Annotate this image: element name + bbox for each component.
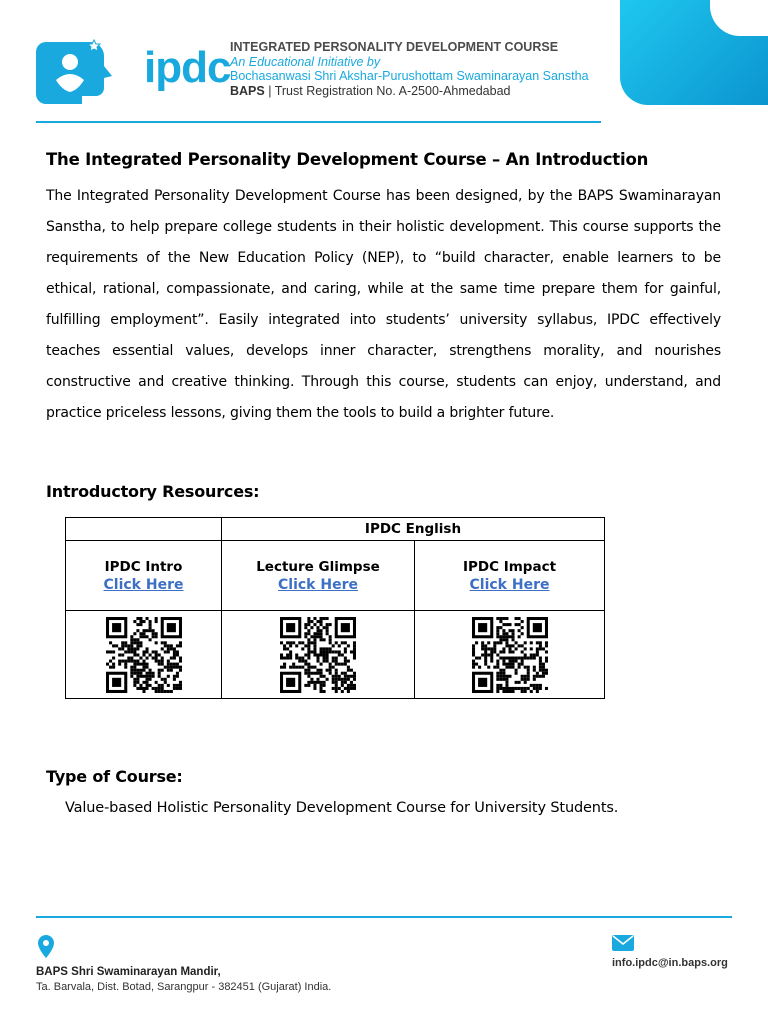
footer-divider bbox=[36, 916, 732, 918]
organization-name: Bochasanwasi Shri Akshar-Purushottam Swaminarayan Sanstha bbox=[230, 69, 589, 83]
course-type-heading: Type of Course: bbox=[46, 767, 183, 786]
resources-table bbox=[65, 517, 605, 699]
location-pin-icon bbox=[37, 935, 55, 959]
registration-line bbox=[230, 84, 589, 99]
resource-cell-impact bbox=[415, 541, 605, 611]
ipdc-logo bbox=[36, 36, 231, 106]
intro-paragraph: The Integrated Personality Development Course has been designed, by the BAPS Swaminarayan Sanstha, to help prepare college students in their holistic development. This course supports the requirements of the New Education Policy (NEP), to “build character, enable learners to be ethical, rational, compassionate, and caring, while at the same time prepare them for gainful, fulfilling employment”. Easily integrated into students’ university syllabus, IPDC effectively teaches essential values, develops inner character, strengthens morality, and nourishes constructive and creative thinking. Through this course, students can enjoy, understand, and practice priceless lessons, giving them the tools to build a brighter future. bbox=[46, 188, 721, 421]
resource-cell-glimpse bbox=[222, 541, 415, 611]
address-line: Ta. Barvala, Dist. Botad, Sarangpur - 382451 (Gujarat) India. bbox=[36, 981, 332, 993]
header-corner-decoration bbox=[620, 0, 768, 105]
qr-code-icon[interactable] bbox=[106, 617, 182, 693]
mail-icon bbox=[612, 935, 634, 951]
impact-link[interactable]: Click Here bbox=[469, 576, 550, 593]
qr-code-icon[interactable] bbox=[472, 617, 548, 693]
qr-code-icon[interactable] bbox=[280, 617, 356, 693]
initiative-text: An Educational Initiative by bbox=[230, 54, 381, 69]
registration-text: | Trust Registration No. A-2500-Ahmedabad bbox=[268, 83, 511, 98]
reg-prefix: BAPS bbox=[230, 83, 265, 98]
header-divider bbox=[36, 121, 601, 123]
table-row bbox=[66, 611, 605, 699]
footer-address bbox=[36, 965, 331, 995]
resource-cell-intro bbox=[66, 541, 222, 611]
resource-title: Lecture Glimpse bbox=[256, 558, 380, 575]
qr-cell bbox=[415, 611, 605, 699]
logo-text: ipdc bbox=[144, 43, 231, 92]
address-name: BAPS Shri Swaminarayan Mandir, bbox=[36, 966, 221, 978]
table-header-row bbox=[66, 518, 605, 541]
head-profile-icon bbox=[36, 36, 136, 106]
group-header-cell: IPDC English bbox=[222, 518, 605, 541]
course-title: INTEGRATED PERSONALITY DEVELOPMENT COURSE bbox=[230, 40, 559, 54]
page-title: The Integrated Personality Development Course – An Introduction bbox=[46, 150, 649, 169]
resource-title: IPDC Impact bbox=[462, 558, 557, 575]
header-info bbox=[230, 40, 589, 98]
qr-cell bbox=[222, 611, 415, 699]
resources-heading: Introductory Resources: bbox=[46, 482, 260, 501]
resource-title: IPDC Intro bbox=[104, 558, 183, 575]
footer-email[interactable]: info.ipdc@in.baps.org bbox=[612, 957, 728, 969]
course-description: Value-based Holistic Personality Development Course for University Students. bbox=[65, 800, 619, 816]
empty-cell bbox=[66, 518, 222, 541]
intro-link[interactable]: Click Here bbox=[103, 576, 184, 593]
glimpse-link[interactable]: Click Here bbox=[278, 576, 358, 593]
qr-cell bbox=[66, 611, 222, 699]
table-row bbox=[66, 541, 605, 611]
